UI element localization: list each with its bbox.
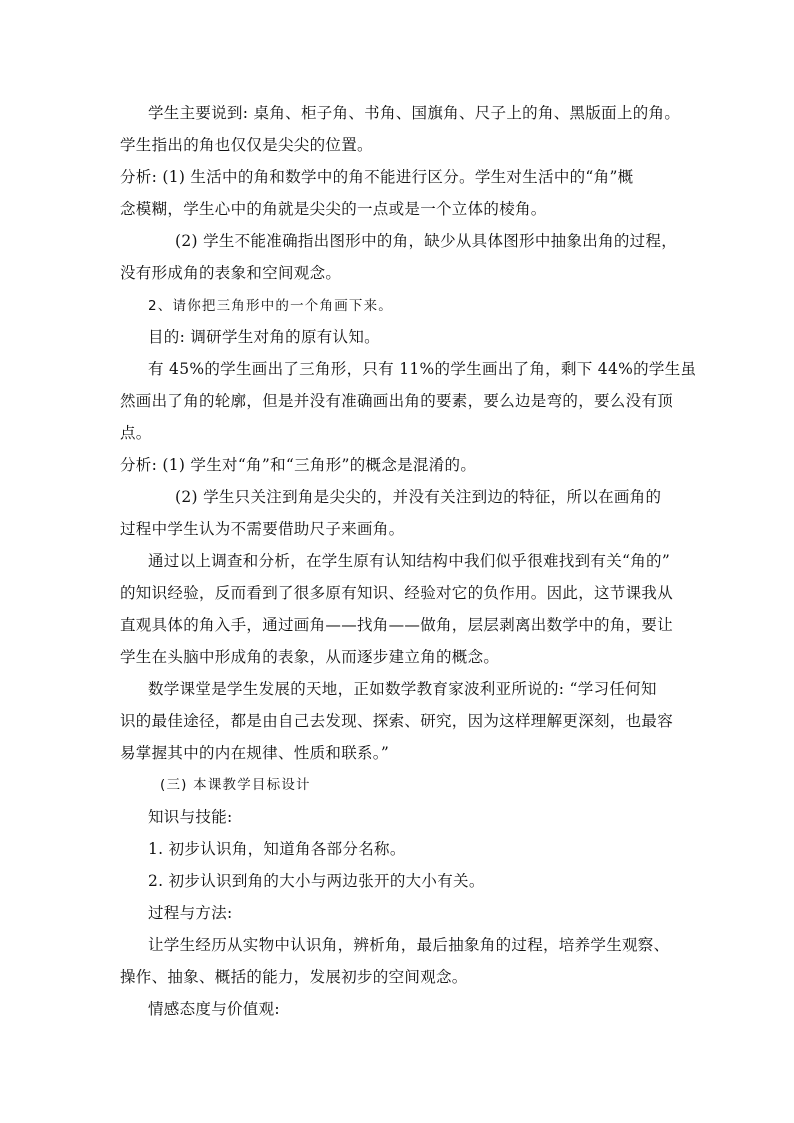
paragraph-line: 有 45%的学生画出了三角形，只有 11%的学生画出了角，剩下 44%的学生虽 <box>148 360 697 378</box>
paragraph-line: 让学生经历从实物中认识角，辨析角，最后抽象角的过程，培养学生观察、 <box>148 936 670 954</box>
paragraph-line: 过程中学生认为不需要借助尺子来画角。 <box>120 520 405 538</box>
survey-question: 2、请你把三角形中的一个角画下来。 <box>148 298 393 314</box>
paragraph-line: 没有形成角的表象和空间观念。 <box>120 264 342 282</box>
paragraph-line: 识的最佳途径，都是由自己去发现、探索、研究，因为这样理解更深刻，也最容 <box>120 712 674 730</box>
paragraph-line: 学生主要说到: 桌角、柜子角、书角、国旗角、尺子上的角、黑版面上的角。 <box>148 104 681 122</box>
list-item: 2. 初步认识到角的大小与两边张开的大小有关。 <box>148 872 485 890</box>
analysis-point: (2) 学生只关注到角是尖尖的，并没有关注到边的特征，所以在画角的 <box>175 488 662 506</box>
subheading: 知识与技能: <box>148 808 233 826</box>
analysis-line: 分析: (1) 学生对“角”和“三角形”的概念是混淆的。 <box>120 456 477 474</box>
paragraph-line: 目的: 调研学生对角的原有认知。 <box>148 328 380 346</box>
paragraph-line: 通过以上调查和分析，在学生原有认知结构中我们似乎很难找到有关“角的” <box>148 552 671 570</box>
paragraph-line: 点。 <box>120 424 152 442</box>
paragraph-line: 然画出了角的轮廓，但是并没有准确画出角的要素，要么边是弯的，要么没有顶 <box>120 392 674 410</box>
subheading: 情感态度与价值观: <box>148 1000 280 1018</box>
paragraph-line: 念模糊，学生心中的角就是尖尖的一点或是一个立体的棱角。 <box>120 200 547 218</box>
paragraph-line: 学生在头脑中形成角的表象，从而逐步建立角的概念。 <box>120 648 500 666</box>
subheading: 过程与方法: <box>148 904 233 922</box>
paragraph-line: 数学课堂是学生发展的天地，正如数学教育家波利亚所说的: “学习任何知 <box>148 680 657 698</box>
paragraph-line: 直观具体的角入手，通过画角——找角——做角，层层剥离出数学中的角，要让 <box>120 616 674 634</box>
section-heading: (三) 本课教学目标设计 <box>160 777 311 793</box>
analysis-point: (2) 学生不能准确指出图形中的角，缺少从具体图形中抽象出角的过程， <box>175 232 678 250</box>
paragraph-line: 的知识经验，反而看到了很多原有知识、经验对它的负作用。因此，这节课我从 <box>120 584 674 602</box>
analysis-line: 分析: (1) 生活中的角和数学中的角不能进行区分。学生对生活中的“角”概 <box>120 168 634 186</box>
list-item: 1. 初步认识角，知道角各部分名称。 <box>148 840 406 858</box>
paragraph-line: 易掌握其中的内在规律、性质和联系。” <box>120 744 390 762</box>
paragraph-line: 操作、抽象、概括的能力，发展初步的空间观念。 <box>120 968 468 986</box>
paragraph-line: 学生指出的角也仅仅是尖尖的位置。 <box>120 136 373 154</box>
